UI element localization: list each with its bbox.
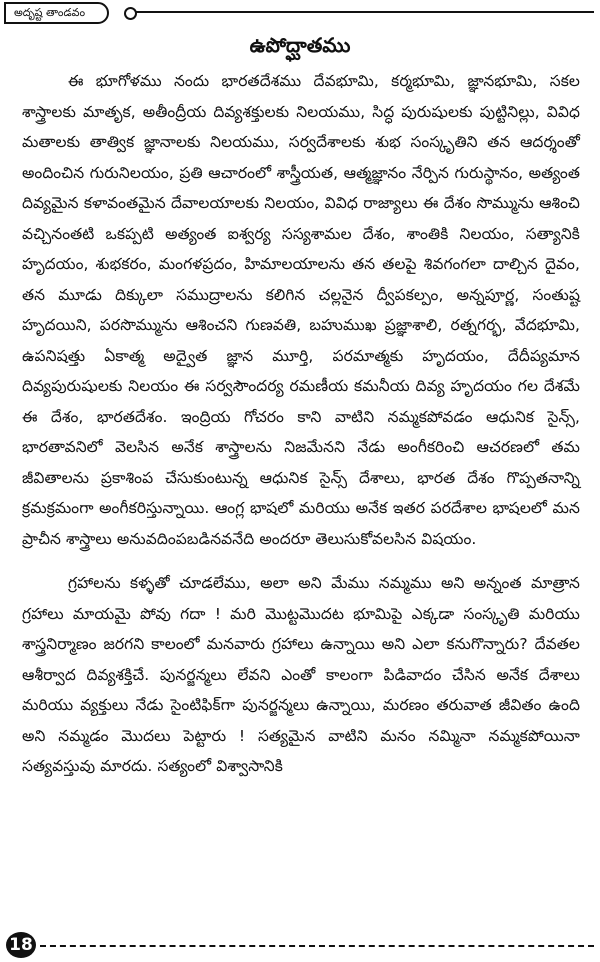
paragraph-2: గ్రహాలను కళ్ళతో చూడలేము, అలా అని మేము నమ్మము అని అన్నంత మాత్రాన గ్రహాలు మాయమై పోవు గదా ! మరి మొట్టమొదట భూమిపై ఎక్కడా సంస్కృతి మరియు శాస్త్రనిర్మాణం జరగని కాలంలో మనవారు గ్రహాలు ఉన్నాయి అని ఎలా కనుగొన్నారు? దేవతల ఆశీర్వాద దివ్యశక్తిచే. పునర్జన్మలు లేవని ఎంతో కాలంగా పిడివాదం చేసిన అనేక దేశాలు మరియు వ్యక్తులు నేడు సైంటిఫిక్‌గా పునర్జన్మలు ఉన్నాయి, మరణం తరువాత జీవితం ఉంది అని నమ్మడం మొదలు పెట్టారు ! సత్యమైన వాటిని మనం నమ్మినా నమ్మకపోయినా సత్యవస్తువు మారదు. సత్యంలో విశ్వాసానికి — [22, 574, 580, 775]
running-title: అదృష్ట తాండవం — [4, 2, 109, 24]
running-header — [0, 0, 600, 26]
footer-rule — [40, 945, 594, 947]
paragraph-1: ఈ భూగోళము నందు భారతదేశము దేవభూమి, కర్మభూమి, జ్ఞానభూమి, సకల శాస్త్రాలకు మాతృక, అతీంద్రీయ దివ్యశక్తులకు నిలయము, సిద్ధ పురుషులకు పుట్టినిల్లు, వివిధ మతాలకు తాత్విక జ్ఞానాలకు నిలయము, సర్వదేశాలకు శుభ సంస్కృతిని తన ఆదర్శంతో అందించిన గురునిలయం, ప్రతి ఆచారంలో శాస్త్రీయత, ఆత్మజ్ఞానం నేర్పిన గురుస్థానం, అత్యంత దివ్యమైన కళావంతమైన దేవాలయాలకు నిలయం, వివిధ రాజ్యాలు ఈ దేశం సొమ్మును ఆశించి వచ్చినంతటి ఒకప్పటి అత్యంత ఐశ్వర్య సస్యశామల దేశం, శాంతికి నిలయం, సత్యానికి హృదయం, శుభకరం, మంగళప్రదం, హిమాలయాలను తన తలపై శివగంగలా దాల్చిన దైవం, తన మూడు దిక్కులా సముద్రాలను కలిగిన చల్లనైన ద్వీపకల్పం, అన్నపూర్ణ, సంతుష్ట హృదయిని, పరసొమ్మును ఆశించని గుణవతి, బహుముఖ ప్రజ్ఞాశాలి, రత్నగర్భ, వేదభూమి, ఉపనిషత్తు ఏకాత్మ అద్వైత జ్ఞాన మూర్తి, పరమాత్మకు హృదయం, దేదీప్యమాన దివ్యపురుషులకు నిలయం ఈ సర్వసౌందర్య రమణీయ కమనీయ దివ్య హృదయం గల దేశమే ఈ దేశం, భారతదేశం. ఇంద్రియ గోచరం కాని వాటిని నమ్మకపోవడం ఆధునిక సైన్స్, భారతావనిలో వెలసిన అనేక శాస్త్రాలను నిజమేనని నేడు అంగీకరించి ఆచరణలో తమ జీవితాలను ప్రకాశింప చేసుకుంటున్న ఆధునిక సైన్స్ దేశాలు, భారత దేశం గొప్పతనాన్ని క్రమక్రమంగా అంగీకరిస్తున్నాయి. ఆంగ్ల భాషలో మరియు అనేక ఇతర పరదేశాల భాషలలో మన ప్రాచీన శాస్త్రాలు అనువదింపబడినవనేది అందరూ తెలుసుకోవలసిన విషయం. — [22, 72, 580, 548]
chapter-title: ఉపోద్ఘాతము — [249, 33, 351, 57]
body-text — [22, 66, 580, 782]
page-number: 18 — [6, 932, 36, 958]
header-rule — [130, 11, 594, 13]
page-footer — [0, 928, 600, 962]
